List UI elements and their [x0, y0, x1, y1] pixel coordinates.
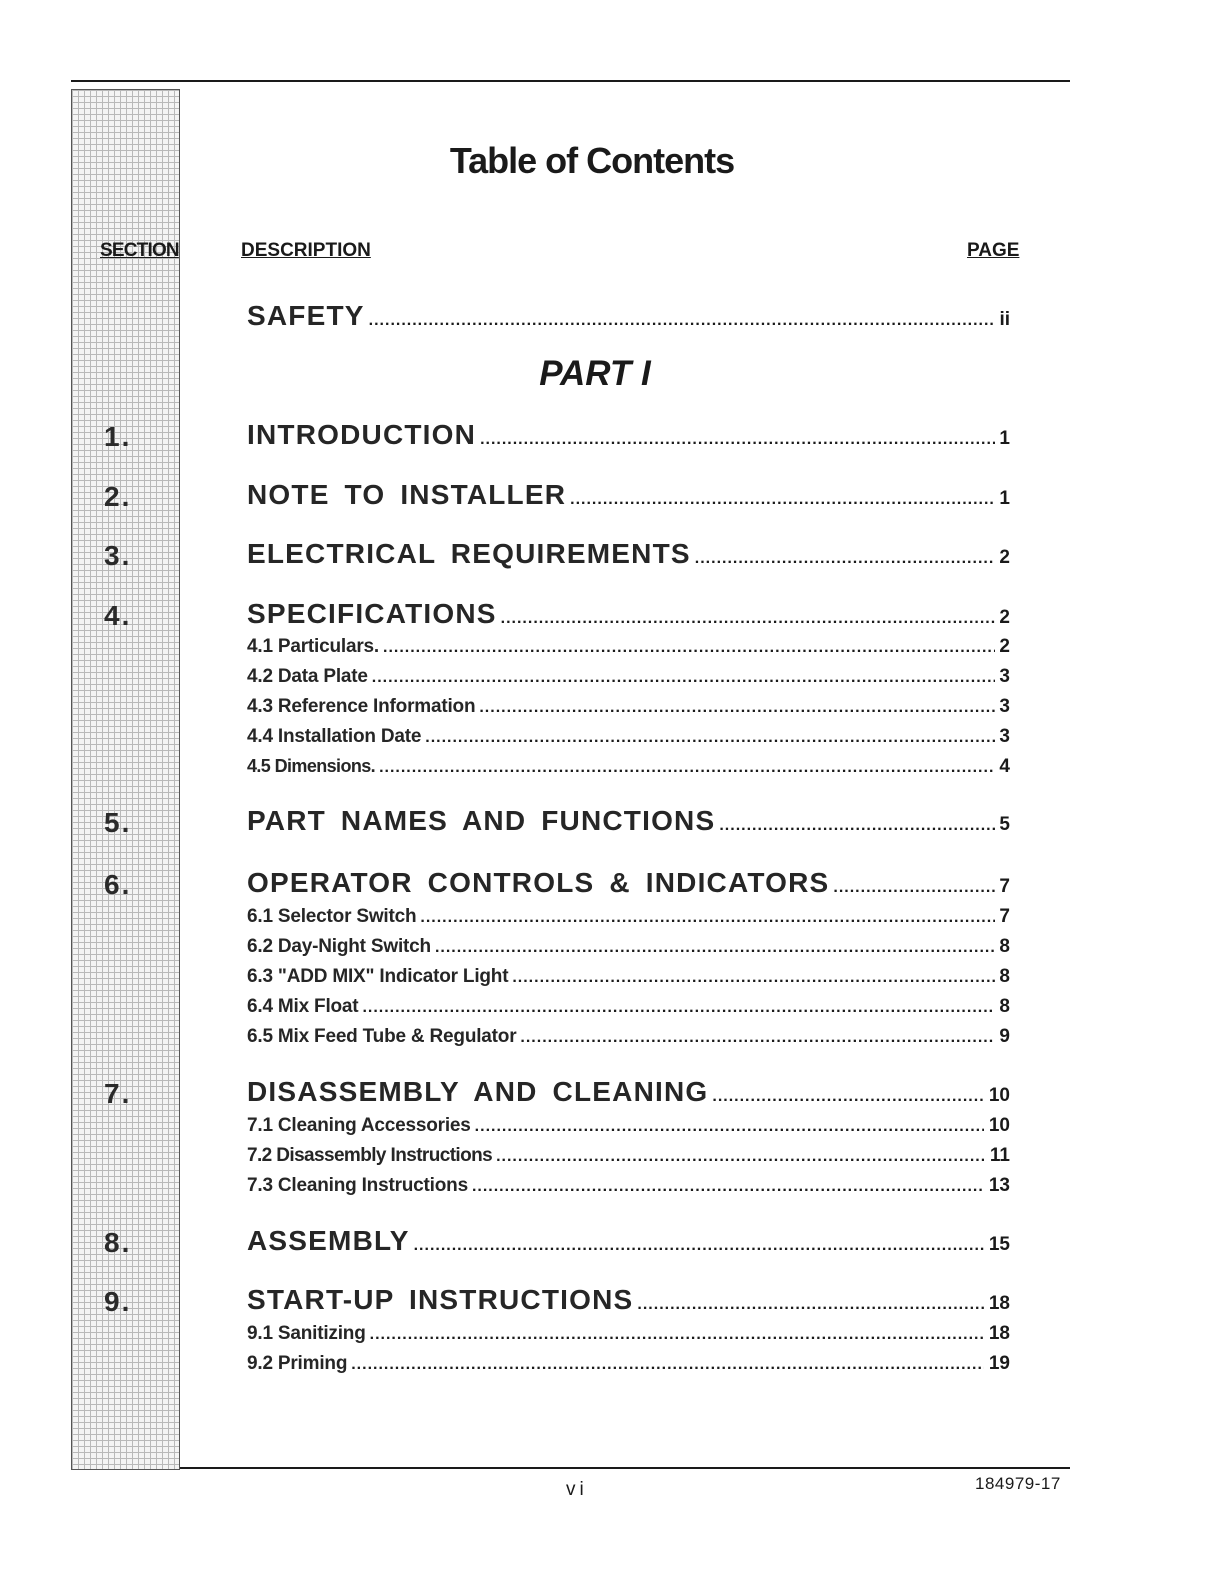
- toc-subentry-page: 9: [999, 1026, 1010, 1047]
- toc-subentry[interactable]: [247, 1115, 1010, 1137]
- toc-subentry[interactable]: [247, 726, 1010, 748]
- dot-leader: [833, 879, 995, 897]
- toc-subentry[interactable]: [247, 906, 1010, 928]
- dot-leader: [425, 729, 995, 747]
- toc-entry-label: OPERATOR CONTROLS & INDICATORS: [247, 867, 830, 898]
- toc-subentry-page: 3: [999, 696, 1010, 717]
- toc-subentry-page: 18: [988, 1323, 1010, 1344]
- section-number: 8.: [104, 1227, 132, 1258]
- toc-entry-part-names-and-functions[interactable]: [247, 805, 1010, 837]
- dot-leader: [570, 491, 995, 509]
- toc-subentry-page: 8: [999, 936, 1010, 957]
- toc-subentry[interactable]: [247, 966, 1010, 988]
- toc-entry-label: NOTE TO INSTALLER: [247, 479, 567, 510]
- toc-entry-label: START-UP INSTRUCTIONS: [247, 1284, 634, 1315]
- dot-leader: [637, 1296, 984, 1314]
- dot-leader: [351, 1356, 984, 1374]
- toc-subentry[interactable]: [247, 1145, 1010, 1167]
- footer-document-number: 184979-17: [975, 1474, 1061, 1493]
- toc-subentry-label: 6.3 "ADD MIX" Indicator Light: [247, 966, 509, 987]
- dot-leader: [496, 1148, 984, 1166]
- toc-subentry-page: 4: [999, 756, 1010, 777]
- toc-subentry[interactable]: [247, 636, 1010, 658]
- toc-subentry-label: 4.2 Data Plate: [247, 666, 368, 687]
- toc-entry-page: 2: [999, 547, 1010, 568]
- toc-entry-operator-controls[interactable]: [247, 867, 1010, 899]
- toc-subentry-page: 19: [988, 1353, 1010, 1374]
- toc-entry-specifications[interactable]: [247, 598, 1010, 630]
- dot-leader: [475, 1118, 984, 1136]
- part-heading: PART I: [539, 354, 651, 393]
- section-number: 3.: [104, 540, 132, 571]
- toc-subentry-label: 9.1 Sanitizing: [247, 1323, 366, 1344]
- toc-entry-page: 7: [999, 876, 1010, 897]
- dot-leader: [479, 699, 995, 717]
- toc-subentry-label: 9.2 Priming: [247, 1353, 348, 1374]
- toc-subentry-page: 13: [988, 1175, 1010, 1196]
- toc-entry-page: ii: [999, 309, 1010, 330]
- toc-subentry[interactable]: [247, 1323, 1010, 1345]
- toc-subentry[interactable]: [247, 1175, 1010, 1197]
- toc-subentry[interactable]: [247, 1353, 1010, 1375]
- toc-subentry[interactable]: [247, 936, 1010, 958]
- dot-leader: [435, 939, 995, 957]
- bottom-rule: [180, 1467, 1070, 1469]
- dot-leader: [420, 909, 995, 927]
- toc-entry-assembly[interactable]: [247, 1225, 1010, 1257]
- dot-leader: [369, 312, 996, 330]
- toc-entry-label: PART NAMES AND FUNCTIONS: [247, 805, 716, 836]
- toc-entry-safety[interactable]: [247, 300, 1010, 332]
- toc-entry-page: 10: [988, 1085, 1010, 1106]
- toc-entry-label: DISASSEMBLY AND CLEANING: [247, 1076, 709, 1107]
- toc-subentry-label: 7.3 Cleaning Instructions: [247, 1175, 468, 1196]
- column-header-page: PAGE: [967, 240, 1020, 261]
- toc-subentry-page: 2: [999, 636, 1010, 657]
- toc-subentry-label: 4.4 Installation Date: [247, 726, 422, 747]
- toc-subentry[interactable]: [247, 696, 1010, 718]
- toc-entry-page: 5: [999, 814, 1010, 835]
- toc-subentry-page: 8: [999, 996, 1010, 1017]
- section-number: 2.: [104, 481, 132, 512]
- toc-subentry-label: 4.1 Particulars.: [247, 636, 379, 657]
- section-column-band: [71, 89, 180, 1470]
- dot-leader: [712, 1088, 984, 1106]
- dot-leader: [379, 759, 995, 777]
- toc-entry-note-to-installer[interactable]: [247, 479, 1010, 511]
- toc-subentry-label: 6.2 Day-Night Switch: [247, 936, 431, 957]
- toc-subentry-label: 4.3 Reference Information: [247, 696, 476, 717]
- top-rule: [71, 80, 1070, 82]
- toc-entry-label: SAFETY: [247, 300, 365, 331]
- section-number: 6.: [104, 869, 132, 900]
- toc-entry-page: 1: [999, 488, 1010, 509]
- dot-leader: [512, 969, 995, 987]
- toc-subentry-page: 10: [988, 1115, 1010, 1136]
- toc-subentry-label: 7.1 Cleaning Accessories: [247, 1115, 471, 1136]
- column-header-section: SECTION: [100, 240, 179, 261]
- toc-subentry-page: 3: [999, 666, 1010, 687]
- toc-entry-start-up-instructions[interactable]: [247, 1284, 1010, 1316]
- dot-leader: [372, 669, 996, 687]
- dot-leader: [414, 1237, 984, 1255]
- dot-leader: [370, 1326, 984, 1344]
- toc-subentry-page: 7: [999, 906, 1010, 927]
- dot-leader: [480, 431, 995, 449]
- toc-subentry-page: 3: [999, 726, 1010, 747]
- page-title: Table of Contents: [449, 140, 735, 181]
- toc-subentry-label: 6.4 Mix Float: [247, 996, 359, 1017]
- dot-leader: [362, 999, 995, 1017]
- section-number: 9.: [104, 1286, 132, 1317]
- dot-leader: [383, 639, 995, 657]
- toc-entry-page: 1: [999, 428, 1010, 449]
- dot-leader: [719, 817, 995, 835]
- section-number: 7.: [104, 1078, 132, 1109]
- toc-entry-label: ELECTRICAL REQUIREMENTS: [247, 538, 691, 569]
- toc-subentry[interactable]: [247, 1026, 1010, 1048]
- toc-subentry-label: 6.5 Mix Feed Tube & Regulator: [247, 1026, 517, 1047]
- toc-subentry[interactable]: [247, 756, 1010, 778]
- toc-subentry[interactable]: [247, 996, 1010, 1018]
- column-header-description: DESCRIPTION: [241, 240, 371, 261]
- toc-subentry-label: 6.1 Selector Switch: [247, 906, 417, 927]
- footer-page-number: vi: [566, 1479, 588, 1500]
- toc-subentry-page: 11: [989, 1145, 1010, 1166]
- toc-subentry-label: 7.2 Disassembly Instructions: [247, 1145, 493, 1166]
- toc-entry-label: ASSEMBLY: [247, 1225, 410, 1256]
- section-number: 4.: [104, 600, 132, 631]
- toc-entry-label: INTRODUCTION: [247, 419, 477, 450]
- toc-entry-disassembly-and-cleaning[interactable]: [247, 1076, 1010, 1108]
- toc-entry-electrical-requirements[interactable]: [247, 538, 1010, 570]
- toc-entry-page: 18: [988, 1293, 1010, 1314]
- toc-entry-introduction[interactable]: [247, 419, 1010, 451]
- toc-subentry-label: 4.5 Dimensions.: [247, 756, 376, 776]
- toc-subentry[interactable]: [247, 666, 1010, 688]
- dot-leader: [520, 1029, 995, 1047]
- section-number: 5.: [104, 807, 132, 838]
- dot-leader: [472, 1178, 984, 1196]
- dot-leader: [695, 550, 996, 568]
- section-number: 1.: [104, 421, 132, 452]
- toc-subentry-page: 8: [999, 966, 1010, 987]
- toc-entry-label: SPECIFICATIONS: [247, 598, 497, 629]
- dot-leader: [501, 610, 996, 628]
- toc-entry-page: 2: [999, 607, 1010, 628]
- toc-entry-page: 15: [988, 1234, 1010, 1255]
